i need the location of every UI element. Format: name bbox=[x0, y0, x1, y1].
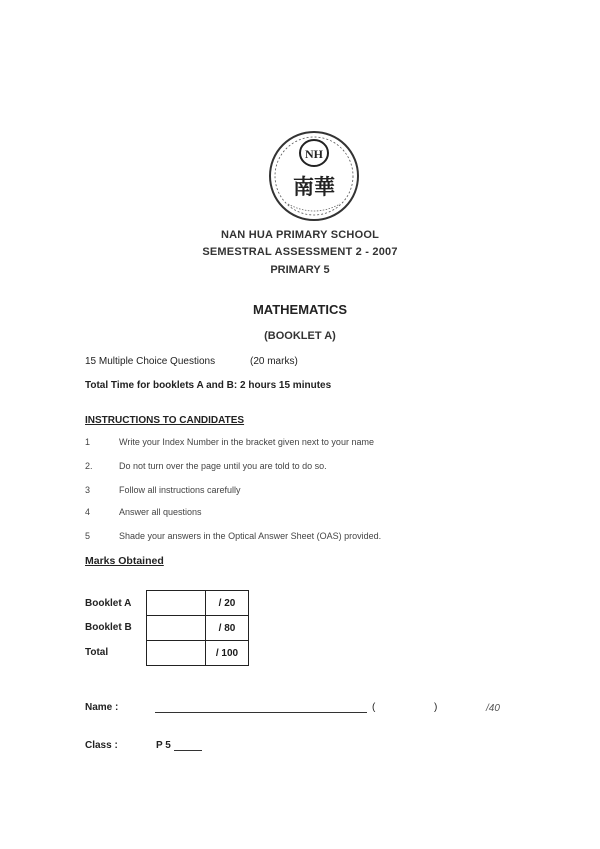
instruction-number: 1 bbox=[85, 437, 91, 447]
marks-table bbox=[146, 590, 249, 666]
marks-row-label: Booklet A bbox=[85, 598, 132, 609]
instructions-heading: INSTRUCTIONS TO CANDIDATES bbox=[85, 415, 245, 426]
assessment-title: SEMESTRAL ASSESSMENT 2 - 2007 bbox=[202, 246, 398, 258]
instruction-text: Answer all questions bbox=[119, 507, 202, 517]
marks-heading: Marks Obtained bbox=[85, 555, 164, 567]
school-name: NAN HUA PRIMARY SCHOOL bbox=[221, 229, 379, 241]
marks-row-label: Booklet B bbox=[85, 622, 132, 633]
index-bracket-close: ) bbox=[434, 702, 438, 713]
score-cell bbox=[147, 641, 206, 666]
table-row bbox=[147, 591, 249, 616]
booklet-label: (BOOKLET A) bbox=[264, 330, 336, 342]
name-label: Name : bbox=[85, 702, 119, 713]
score-cell bbox=[147, 591, 206, 616]
instruction-number: 4 bbox=[85, 507, 91, 517]
instruction-text: Shade your answers in the Optical Answer Sheet (OAS) provided. bbox=[119, 531, 382, 541]
score-total: /40 bbox=[486, 703, 500, 714]
table-row bbox=[147, 616, 249, 641]
instruction-item bbox=[85, 507, 202, 517]
table-row bbox=[147, 641, 249, 666]
instruction-item bbox=[85, 485, 241, 495]
total-cell: / 100 bbox=[206, 641, 249, 666]
marks-row-label: Total bbox=[85, 647, 109, 658]
instruction-number: 2. bbox=[85, 461, 93, 471]
score-cell bbox=[147, 616, 206, 641]
instruction-number: 5 bbox=[85, 531, 91, 541]
level: PRIMARY 5 bbox=[270, 264, 330, 276]
school-logo bbox=[268, 130, 360, 222]
logo-monogram: NH bbox=[305, 147, 323, 161]
name-field[interactable] bbox=[155, 712, 367, 713]
instruction-number: 3 bbox=[85, 485, 91, 495]
total-cell: / 20 bbox=[206, 591, 249, 616]
subject-title: MATHEMATICS bbox=[252, 302, 348, 317]
total-cell: / 80 bbox=[206, 616, 249, 641]
instruction-text: Do not turn over the page until you are told to do so. bbox=[119, 461, 327, 471]
mcq-marks: (20 marks) bbox=[250, 356, 298, 367]
mcq-count: 15 Multiple Choice Questions bbox=[85, 356, 216, 367]
instruction-item bbox=[85, 461, 327, 471]
instruction-text: Follow all instructions carefully bbox=[119, 485, 241, 495]
instruction-item bbox=[85, 531, 381, 541]
instruction-item bbox=[85, 437, 374, 447]
index-bracket-open: ( bbox=[372, 702, 376, 713]
class-value: P 5 bbox=[156, 740, 171, 751]
class-field[interactable] bbox=[174, 750, 202, 751]
instruction-text: Write your Index Number in the bracket given next to your name bbox=[119, 437, 374, 447]
total-time: Total Time for booklets A and B: 2 hours 15 minutes bbox=[85, 380, 332, 391]
class-label: Class : bbox=[85, 740, 118, 751]
logo-chinese-text: 南華 bbox=[293, 175, 335, 199]
